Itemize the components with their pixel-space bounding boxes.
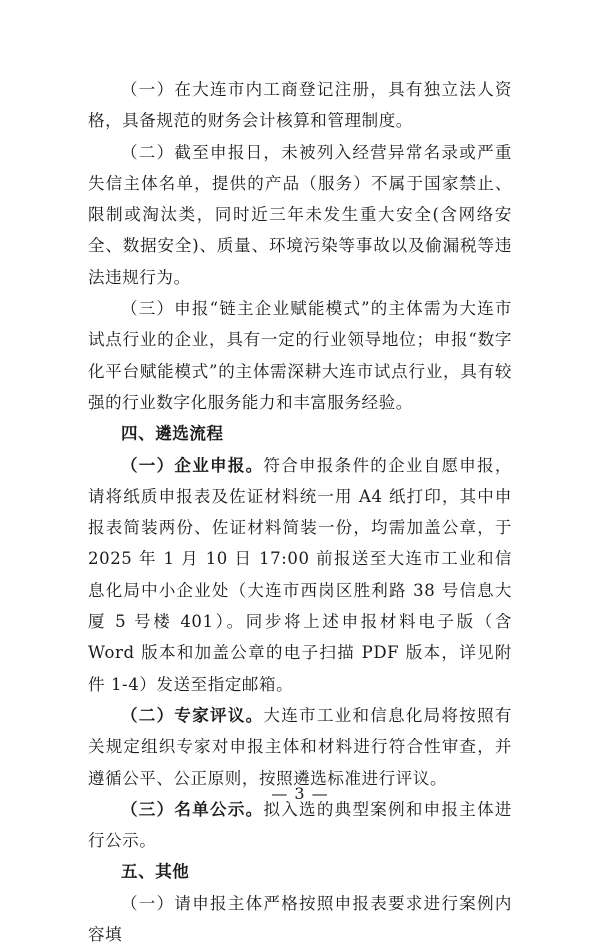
paragraph-list-publicity [88,794,512,857]
lead-list-publicity: （三）名单公示。 [121,799,264,819]
lead-expert-review: （二）专家评议。 [121,705,264,725]
section-heading-other: 五、其他 [121,862,190,882]
paragraph-expert-review [88,700,512,794]
text-enterprise-application: 符合申报条件的企业自愿申报，请将纸质申报表及佐证材料统一用 A4 纸打印，其中申报表简装两份、佐证材料简装一份，均需加盖公章，于 2025 年 1 月 10 日 17:00 前报送至大连市工业和信息化局中小企业处（大连市西岗区胜利路 38 号信息大厦 5 号楼 401）。同步将上述申报材料电子版（含 Word 版本和加盖公章的电子扫描 PDF 版本，详见附件 1-4）发送至指定邮箱。 [88,455,512,694]
paragraph-enterprise-application [88,450,512,700]
page-number: — 3 — [271,784,329,803]
text-list-publicity: 拟入选的典型案例和申报主体进行公示。 [88,799,512,851]
section-heading-selection-process: 四、遴选流程 [121,424,224,444]
lead-enterprise-application: （一）企业申报。 [121,455,264,475]
paragraph-other-1: （一）请申报主体严格按照申报表要求进行案例内容填 [88,893,512,945]
text-expert-review: 大连市工业和信息化局将按照有关规定组织专家对申报主体和材料进行符合性审查，并遵循公平、公正原则，按照遴选标准进行评议。 [88,705,512,788]
document-body [88,74,512,950]
paragraph-requirement-3: （三）申报“链主企业赋能模式”的主体需为大连市试点行业的企业，具有一定的行业领导地位；申报“数字化平台赋能模式”的主体需深耕大连市试点行业，具有较强的行业数字化服务能力和丰富服务经验。 [88,299,512,412]
paragraph-requirement-1: （一）在大连市内工商登记注册，具有独立法人资格，具备规范的财务会计核算和管理制度。 [88,80,512,131]
paragraph-requirement-2: （二）截至申报日，未被列入经营异常名录或严重失信主体名单，提供的产品（服务）不属于国家禁止、限制或淘汰类，同时近三年未发生重大安全(含网络安全、数据安全)、质量、环境污染等事故以及偷漏税等违法违规行为。 [88,142,512,287]
